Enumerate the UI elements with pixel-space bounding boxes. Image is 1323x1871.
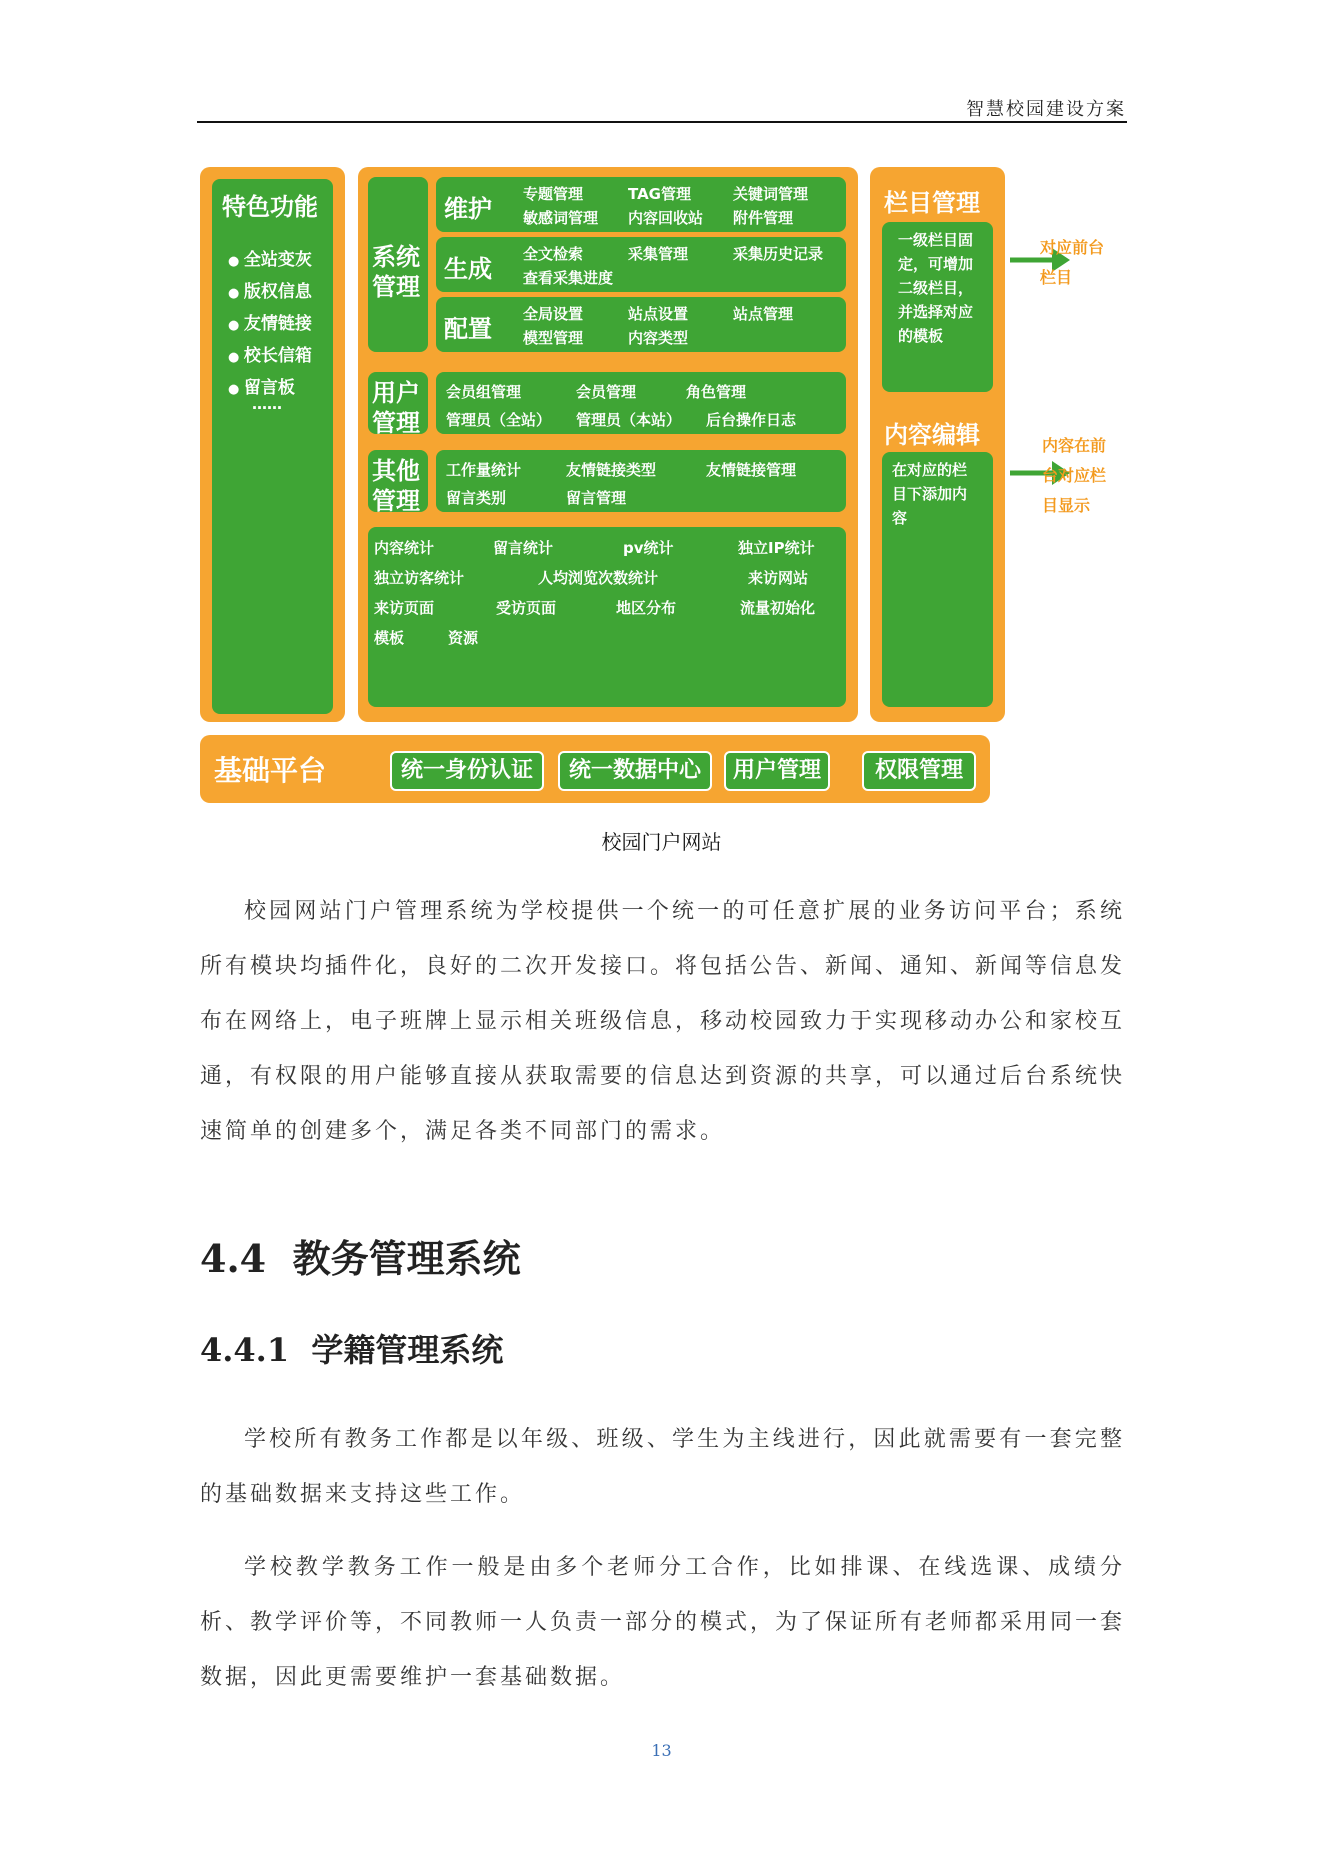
user-item: 会员管理: [576, 383, 637, 401]
feature-item: ● 版权信息: [228, 277, 312, 309]
user-item: 会员组管理: [446, 383, 522, 401]
maintain-item: TAG管理: [628, 185, 691, 203]
user-title-2: 管理: [372, 409, 420, 437]
content-note-line: 内容在前: [1042, 436, 1107, 455]
other-item: 友情链接管理: [706, 461, 797, 479]
config-item: 内容类型: [628, 329, 689, 347]
content-note-line: 台对应栏: [1042, 466, 1107, 485]
content-desc-line: 目下添加内: [892, 485, 968, 503]
right-panel: [870, 167, 1005, 722]
center-panel: [358, 167, 858, 722]
portal-architecture-diagram: [200, 165, 1107, 805]
stats-item: 留言统计: [493, 539, 554, 557]
base-platform-title: 基础平台: [214, 754, 327, 787]
maintain-label: 维护: [444, 195, 492, 223]
paragraph-3: [200, 1540, 1125, 1705]
base-platform-bar: [200, 735, 990, 803]
section-heading-4-4: [200, 1228, 521, 1283]
base-item: 统一数据中心: [558, 751, 712, 791]
config-item: 站点管理: [733, 305, 794, 323]
config-item: 模型管理: [523, 329, 584, 347]
generate-item: 查看采集进度: [523, 269, 614, 287]
page-header-title: 智慧校园建设方案: [966, 99, 1126, 120]
system-title-1: 系统: [372, 243, 420, 271]
other-item: 留言管理: [566, 489, 627, 507]
features-panel: [200, 167, 345, 722]
stats-item: pv统计: [623, 539, 674, 557]
heading-text: 学籍管理系统: [311, 1331, 504, 1369]
base-item: 权限管理: [862, 751, 976, 791]
features-ellipsis: ……: [252, 395, 282, 413]
heading-text: 教务管理系统: [292, 1236, 521, 1281]
other-item: 留言类别: [446, 489, 507, 507]
stats-item: 内容统计: [374, 539, 435, 557]
paragraph-text: 学校教学教务工作一般是由多个老师分工合作，比如排课、在线选课、成绩分析、教学评价等，不同教师一人负责一部分的模式，为了保证所有老师都采用同一套数据，因此更需要维护一套基础数据。: [200, 1555, 1126, 1690]
features-title: 特色功能: [222, 193, 318, 221]
base-item: 统一身份认证: [390, 751, 544, 791]
stats-item: 模板: [374, 629, 405, 647]
base-item: 用户管理: [724, 751, 830, 791]
user-title-1: 用户: [372, 379, 420, 407]
feature-item: ● 校长信箱: [228, 341, 312, 373]
maintain-item: 敏感词管理: [523, 209, 599, 227]
other-item: 友情链接类型: [566, 461, 657, 479]
stats-item: 地区分布: [616, 599, 677, 617]
column-note-line: 对应前台: [1040, 238, 1105, 257]
maintain-item: 专题管理: [523, 185, 584, 203]
user-item: 后台操作日志: [706, 411, 797, 429]
heading-number: 4.4.1: [200, 1331, 290, 1369]
feature-item: ● 留言板: [228, 373, 312, 405]
user-item: 管理员（本站）: [576, 411, 682, 429]
column-desc-line: 一级栏目固: [898, 231, 974, 249]
maintain-item: 关键词管理: [733, 185, 809, 203]
column-note-line: 栏目: [1040, 268, 1073, 287]
content-note-line: 目显示: [1042, 496, 1091, 515]
header-rule: [197, 121, 1127, 123]
stats-item: 独立IP统计: [738, 539, 815, 557]
generate-item: 采集管理: [628, 245, 689, 263]
feature-item: ● 友情链接: [228, 309, 312, 341]
generate-item: 全文检索: [523, 245, 584, 263]
user-item: 管理员（全站）: [446, 411, 552, 429]
column-desc-line: 二级栏目，: [898, 279, 974, 297]
features-list: [228, 245, 312, 405]
paragraph-2: [200, 1412, 1125, 1522]
page-number: 13: [651, 1741, 672, 1760]
paragraph-text: 学校所有教务工作都是以年级、班级、学生为主线进行，因此就需要有一套完整的基础数据来支持这些工作。: [200, 1427, 1125, 1507]
user-item: 角色管理: [686, 383, 747, 401]
stats-item: 独立访客统计: [374, 569, 465, 587]
stats-item: 来访页面: [374, 599, 435, 617]
stats-item: 来访网站: [748, 569, 809, 587]
column-desc-line: 定，可增加: [898, 255, 974, 273]
stats-item: 人均浏览次数统计: [538, 569, 659, 587]
other-item: 工作量统计: [446, 461, 522, 479]
system-title-2: 管理: [372, 273, 420, 301]
maintain-item: 内容回收站: [628, 209, 704, 227]
generate-item: 采集历史记录: [733, 245, 824, 263]
other-title-2: 管理: [372, 487, 420, 515]
content-title: 内容编辑: [884, 421, 980, 449]
config-item: 全局设置: [523, 305, 584, 323]
figure-caption: 校园门户网站: [601, 830, 722, 854]
config-label: 配置: [444, 315, 492, 343]
other-title-1: 其他: [372, 457, 420, 485]
content-desc-line: 在对应的栏: [892, 461, 968, 479]
stats-item: 流量初始化: [740, 599, 816, 617]
stats-item: 受访页面: [496, 599, 557, 617]
generate-label: 生成: [444, 255, 492, 283]
content-desc-line: 容: [892, 509, 908, 527]
stats-item: 资源: [448, 629, 479, 647]
column-desc-line: 并选择对应: [898, 303, 974, 321]
config-item: 站点设置: [628, 305, 689, 323]
section-heading-4-4-1: [200, 1325, 503, 1371]
heading-number: 4.4: [200, 1236, 267, 1281]
paragraph-1: [200, 884, 1125, 1159]
paragraph-text: 校园网站门户管理系统为学校提供一个统一的可任意扩展的业务访问平台；系统所有模块均插件化，良好的二次开发接口。将包括公告、新闻、通知、新闻等信息发布在网络上，电子班牌上显示相关班级信息，移动校园致力于实现移动办公和家校互通，有权限的用户能够直接从获取需要的信息达到资源的共享，可以通过后台系统快速简单的创建多个，满足各类不同部门的需求。: [200, 899, 1126, 1144]
column-title: 栏目管理: [884, 189, 980, 217]
feature-item: ● 全站变灰: [228, 245, 312, 277]
maintain-item: 附件管理: [733, 209, 794, 227]
column-desc-line: 的模板: [898, 327, 944, 345]
